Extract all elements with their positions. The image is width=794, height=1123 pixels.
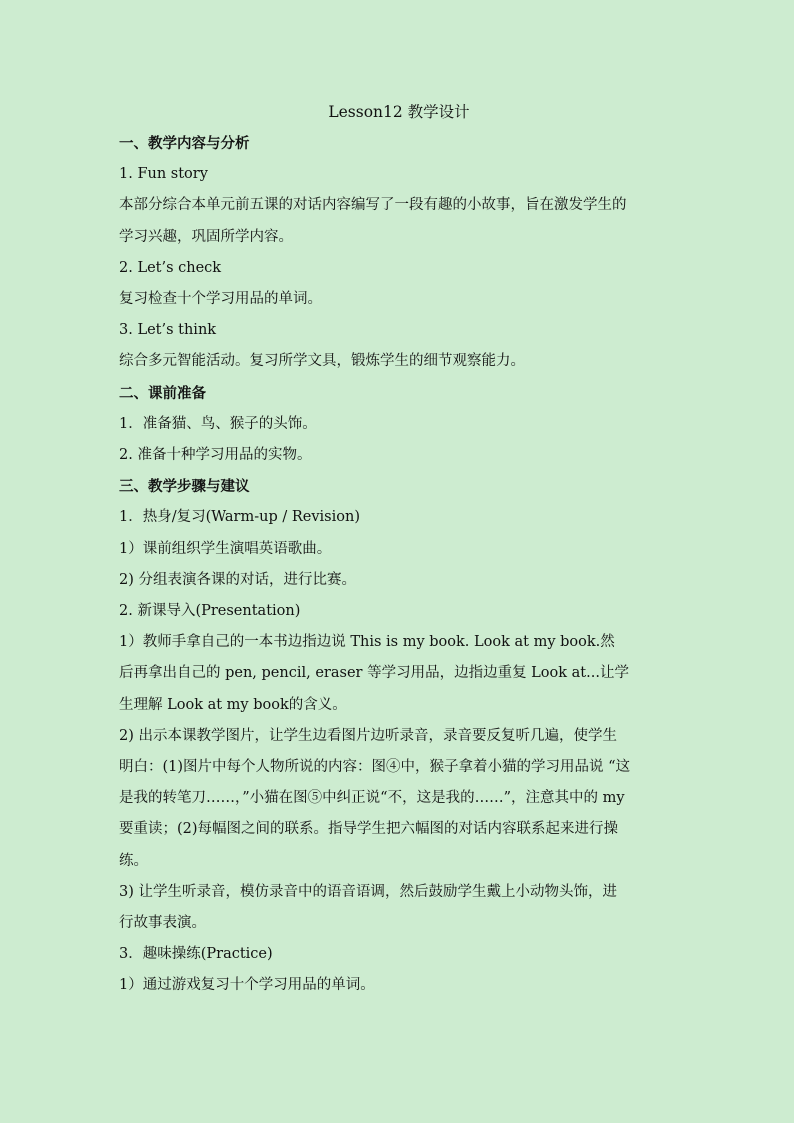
text-line: 要重读；(2)每幅图之间的联系。指导学生把六幅图的对话内容联系起来进行操: [119, 821, 619, 838]
text-line: 后再拿出自己的 pen, pencil, eraser 等学习用品，边指边重复 Look at...让学: [119, 665, 629, 682]
text-line: 3) 让学生听录音，模仿录音中的语音语调，然后鼓励学生戴上小动物头饰，进: [119, 883, 617, 900]
text-line: 2) 出示本课教学图片，让学生边看图片边听录音，录音要反复听几遍，使学生: [119, 727, 617, 744]
subsection-lets-think: 3. Let’s think: [119, 322, 217, 339]
section-heading-preparation: 二、课前准备: [119, 384, 206, 402]
text-line: 本部分综合本单元前五课的对话内容编写了一段有趣的小故事，旨在激发学生的: [119, 197, 627, 214]
subsection-fun-story: 1. Fun story: [119, 166, 208, 183]
subsection-practice: 3．趣味操练(Practice): [119, 946, 273, 963]
text-line: 复习检查十个学习用品的单词。: [119, 291, 322, 308]
text-line: 学习兴趣，巩固所学内容。: [119, 228, 293, 245]
text-line: 练。: [119, 852, 148, 869]
section-heading-teaching-steps: 三、教学步骤与建议: [119, 478, 250, 496]
subsection-presentation: 2. 新课导入(Presentation): [119, 603, 301, 620]
text-line: 2) 分组表演各课的对话，进行比赛。: [119, 571, 356, 588]
text-line: 1）课前组织学生演唱英语歌曲。: [119, 540, 332, 557]
text-line: 1）教师手拿自己的一本书边指边说 This is my book. Look at my book.然: [119, 634, 615, 651]
text-line: 是我的转笔刀……，”小猫在图⑤中纠正说“不，这是我的……”，注意其中的 my: [119, 790, 625, 807]
text-line: 生理解 Look at my book的含义。: [119, 696, 347, 713]
document-page: [119, 98, 679, 1002]
subsection-warm-up: 1．热身/复习(Warm-up / Revision): [119, 509, 360, 526]
text-line: 明白：(1)图片中每个人物所说的内容：图④中，猴子拿着小猫的学习用品说 “这: [119, 759, 631, 776]
section-heading-content-analysis: 一、教学内容与分析: [119, 135, 250, 152]
text-line: 综合多元智能活动。复习所学文具，锻炼学生的细节观察能力。: [119, 353, 525, 370]
text-line: 2. 准备十种学习用品的实物。: [119, 447, 312, 464]
subsection-lets-check: 2. Let’s check: [119, 259, 222, 276]
text-line: 1．准备猫、鸟、猴子的头饰。: [119, 415, 317, 432]
text-line: 1）通过游戏复习十个学习用品的单词。: [119, 977, 375, 994]
text-line: 行故事表演。: [119, 915, 206, 932]
document-title: Lesson12 教学设计: [328, 103, 470, 121]
